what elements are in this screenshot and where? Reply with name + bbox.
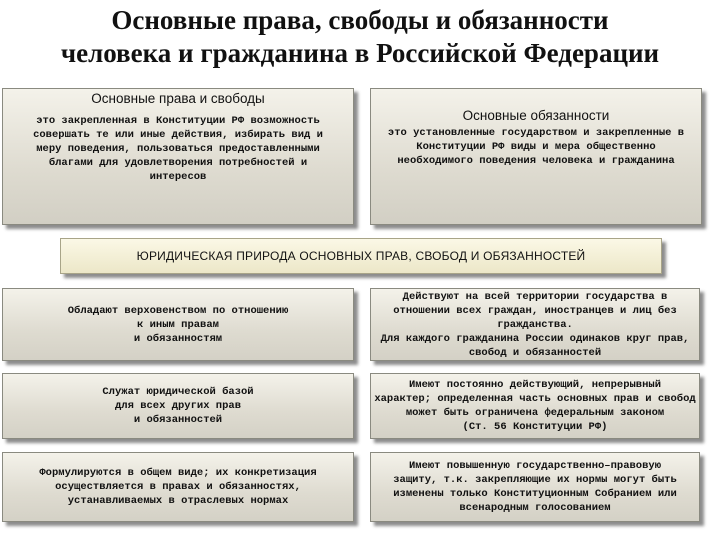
feature-text-line: и обязанностей xyxy=(133,414,223,426)
feature-text-line: Имеют постоянно действующий, непрерывный xyxy=(408,379,662,391)
duties-definition-box xyxy=(370,88,702,225)
feature-text-line: к иным правам xyxy=(137,318,219,331)
feature-text-line: Обладают верховенством по отношению xyxy=(67,304,289,317)
feature-text-line: Для каждого гражданина России одинаков круг прав, xyxy=(380,332,690,345)
feature-text-line: всенародным голосованием xyxy=(459,502,611,514)
rights-heading: Основные права и свободы xyxy=(91,91,265,106)
feature-text-line: свобод и обязанностей xyxy=(468,346,602,359)
rights-text-line: меру поведения, пользоваться предоставленными xyxy=(36,143,320,155)
rights-text-line: это закрепленная в Конституции РФ возможность xyxy=(36,115,320,127)
feature-text-line: Действуют на всей территории государства в xyxy=(402,290,668,303)
feature-general-form-box xyxy=(2,452,354,522)
feature-text-line: защиту, т.к. закрепляющие их нормы могут быть xyxy=(393,474,677,486)
feature-text-line: Формулируются в общем виде; их конкретизация xyxy=(39,467,317,479)
feature-text-line: характер; определенная часть основных прав и свобод xyxy=(374,393,696,405)
feature-text-line: может быть ограничена федеральным законом xyxy=(405,407,665,419)
duties-text-line: необходимого поведения человека и гражданина xyxy=(397,155,675,167)
feature-text-line: Служат юридической базой xyxy=(102,386,254,398)
title-line-2: человека и гражданина в Российской Федерации xyxy=(60,38,660,68)
feature-legal-basis-box xyxy=(2,373,354,439)
feature-text-line: изменены только Конституционным Собранием или xyxy=(393,488,677,500)
rights-text-line: совершать те или иные действия, избирать вид и xyxy=(33,129,323,141)
feature-text-line: отношении всех граждан, иностранцев и лиц без xyxy=(393,304,677,317)
duties-heading: Основные обязанности xyxy=(462,108,610,123)
legal-nature-banner: ЮРИДИЧЕСКАЯ ПРИРОДА ОСНОВНЫХ ПРАВ, СВОБОД И ОБЯЗАННОСТЕЙ xyxy=(60,238,662,274)
feature-continuous-box xyxy=(370,373,700,439)
rights-definition-box xyxy=(2,88,354,225)
feature-text-line: Имеют повышенную государственно–правовую xyxy=(408,460,662,472)
page-title xyxy=(0,4,720,70)
title-line-1: Основные права, свободы и обязанности xyxy=(111,5,609,35)
duties-text-line: Конституции РФ виды и мера общественно xyxy=(416,141,656,153)
rights-text-line: благами для удовлетворения потребностей и xyxy=(48,157,308,169)
feature-text-line: и обязанностям xyxy=(133,332,223,345)
rights-text-line: интересов xyxy=(149,171,207,183)
feature-text-line: (Ст. 56 Конституции РФ) xyxy=(462,421,608,433)
duties-text-line: это установленные государством и закрепленные в xyxy=(387,127,685,139)
feature-protection-box xyxy=(370,452,700,522)
feature-text-line: устанавливаемых в отраслевых нормах xyxy=(67,495,289,507)
feature-territory-box xyxy=(370,288,700,361)
feature-text-line: для всех других прав xyxy=(114,400,242,412)
feature-text-line: гражданства. xyxy=(497,318,573,331)
feature-supremacy-box xyxy=(2,288,354,361)
feature-text-line: осуществляется в правах и обязанностях, xyxy=(55,481,301,493)
